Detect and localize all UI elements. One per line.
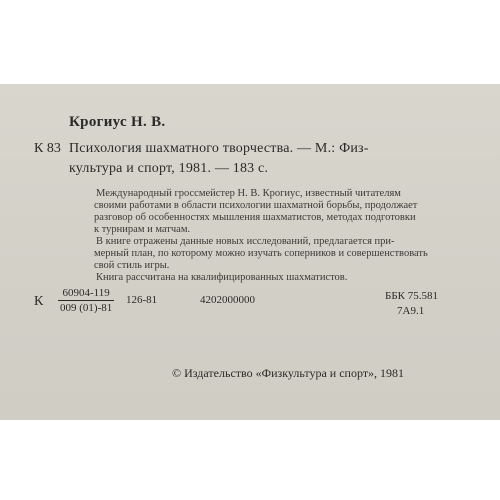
catalog-code: К 83: [34, 141, 61, 156]
isbn-number: 4202000000: [200, 294, 255, 306]
fraction-numerator: 60904-119: [58, 286, 114, 301]
abstract-line: разговор об особенностях мышления шахматистов, методах подготовки: [94, 212, 416, 223]
bbk-index: [385, 289, 438, 319]
abstract-line: своими работами в области психологии шахматной борьбы, продолжает: [94, 200, 418, 211]
abstract-line: Книга рассчитана на квалифицированных шахматистов.: [96, 272, 348, 283]
price-code: 126-81: [126, 294, 158, 306]
classification-letter: К: [34, 294, 44, 309]
bbk-line-1: ББК 75.581: [385, 290, 438, 302]
bbk-line-2: 7А9.1: [397, 305, 425, 317]
abstract-line: свой стиль игры.: [94, 260, 170, 271]
title-line-2: культура и спорт, 1981. — 183 с.: [69, 161, 269, 176]
copyright-notice: © Издательство «Физкультура и спорт», 1981: [172, 366, 405, 380]
abstract-line: Международный гроссмейстер Н. В. Крогиус, известный читателям: [96, 188, 401, 199]
abstract-line: к турнирам и матчам.: [94, 224, 191, 235]
title-line-1: Психология шахматного творчества. — М.: Физ-: [69, 141, 369, 156]
abstract-line: В книге отражены данные новых исследований, предлагается при-: [96, 236, 395, 247]
author-name: Крогиус Н. В.: [69, 114, 166, 130]
fraction-denominator: 009 (01)-81: [60, 302, 113, 314]
classification-fraction: [58, 286, 114, 315]
abstract-line: мерный план, по которому можно изучать соперников и совершенствовать: [94, 248, 428, 259]
catalog-card: [0, 84, 500, 420]
